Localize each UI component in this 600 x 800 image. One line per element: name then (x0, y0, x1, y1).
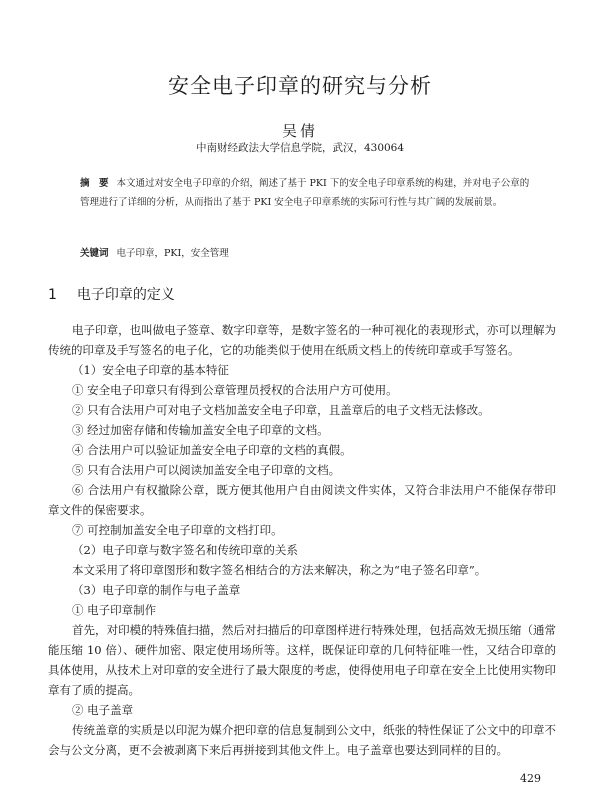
abstract-block (80, 174, 530, 212)
keywords-block (80, 245, 530, 259)
keywords-label: 关键词 (80, 248, 109, 259)
subheading-features: （1）安全电子印章的基本特征 (72, 363, 229, 377)
keywords-text: 电子印章，PKI，安全管理 (116, 248, 229, 259)
paragraph-making: 首先，对印模的特殊值扫描，然后对扫描后的印章图样进行特殊处理，包括高效无损压缩（通常能压缩 10 倍）、硬件加密、限定使用场所等。这样，既保证印章的几何特征唯一性，又结合印章的具体使用，从技术上对印章的安全进行了最大限度的考虑，使得使用电子印章在安全上比使用实物印章有了质的提高。 (48, 623, 556, 697)
paragraph-stamping: 传统盖章的实质是以印泥为媒介把印章的信息复制到公文中，纸张的特性保证了公文中的印章不会与公文分离，更不会被剥离下来后再拼接到其他文件上。电子盖章也要达到同样的目的。 (48, 723, 556, 757)
abstract-label: 摘 要 (80, 178, 109, 189)
body-text (48, 320, 556, 760)
list-item: ① 安全电子印章只有得到公章管理员授权的合法用户方可使用。 (72, 383, 398, 397)
subheading-relation: （2）电子印章与数字签名和传统印章的关系 (72, 543, 298, 557)
page-number: 429 (520, 772, 541, 785)
subsubheading-stamping: ② 电子盖章 (72, 703, 134, 717)
list-item: ⑦ 可控制加盖安全电子印章的文档打印。 (72, 523, 283, 537)
section-number: 1 (48, 287, 57, 303)
author-affiliation: 中南财经政法大学信息学院，武汉，430064 (195, 142, 405, 154)
paragraph-relation: 本文采用了将印章图形和数字签名相结合的方法来解决，称之为“电子签名印章”。 (72, 563, 487, 577)
author-name: 吴倩 (281, 122, 318, 140)
subheading-making: （3）电子印章的制作与电子盖章 (72, 583, 241, 597)
section-heading (48, 284, 175, 304)
list-item: ③ 经过加密存储和传输加盖安全电子印章的文档。 (72, 423, 329, 437)
section-title: 电子印章的定义 (76, 287, 175, 303)
paragraph-definition: 电子印章，也叫做电子签章、数字印章等，是数字签名的一种可视化的表现形式，亦可以理解为传统的印章及手写签名的电子化，它的功能类似于使用在纸质文档上的传统印章或手写签名。 (48, 323, 556, 357)
list-item: ⑥ 合法用户有权撤除公章，既方便其他用户自由阅读文件实体，又符合非法用户不能保存带印章文件的保密要求。 (48, 483, 556, 517)
list-item: ⑤ 只有合法用户可以阅读加盖安全电子印章的文档。 (72, 463, 341, 477)
list-item: ④ 合法用户可以验证加盖安全电子印章的文档的真假。 (72, 443, 352, 457)
list-item: ② 只有合法用户可对电子文档加盖安全电子印章，且盖章后的电子文档无法修改。 (72, 403, 490, 417)
abstract-text: 本文通过对安全电子印章的介绍，阐述了基于 PKI 下的安全电子印章系统的构建，并对电子公章的管理进行了详细的分析，从而指出了基于 PKI 安全电子印章系统的实际可行性与其广阔的发展前景。 (80, 178, 530, 208)
subsubheading-making: ① 电子印章制作 (72, 603, 157, 617)
page-title: 安全电子印章的研究与分析 (168, 74, 432, 98)
